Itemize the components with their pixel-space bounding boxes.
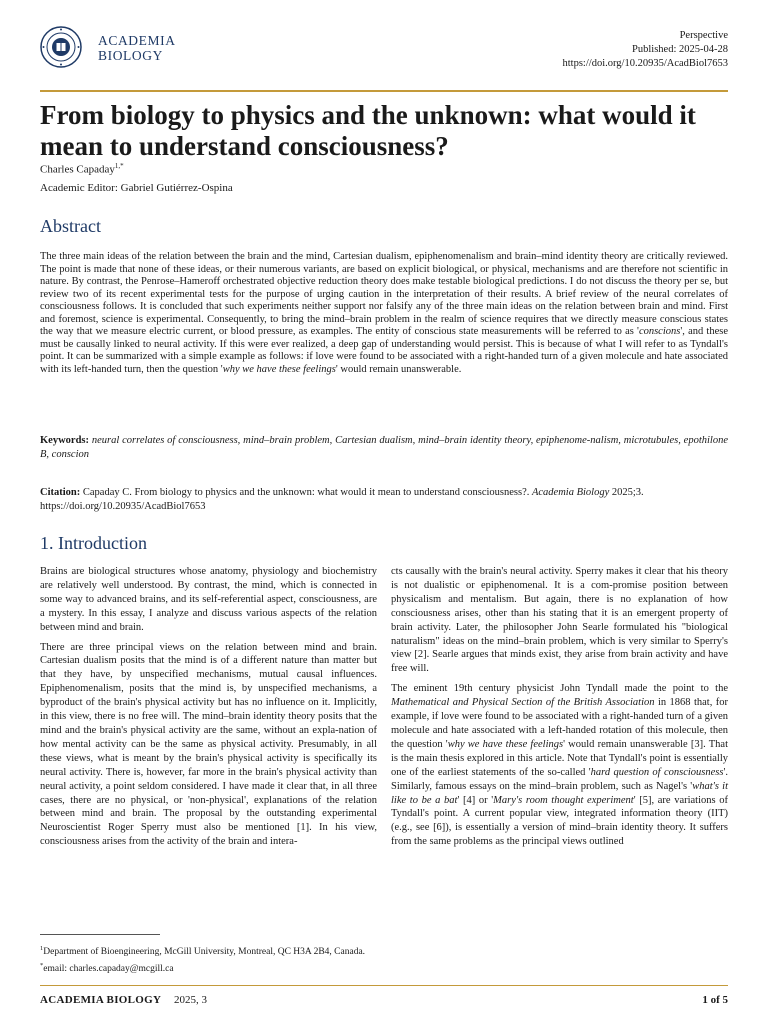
article-title: [40, 100, 740, 162]
p4-text-d: '. Similarly, famous essays on the mind–brain problem, such as Nagel's ': [391, 766, 728, 792]
published-date: Published: 2025-04-28: [632, 44, 728, 55]
brand-line-1: ACADEMIA: [98, 33, 176, 48]
footer-divider: [40, 985, 728, 986]
intro-paragraph-3: cts causally with the brain's neural activity. Sperry makes it clear that his theory is not dualistic or epiphenomenal. It is a com-promise position between physicalism and mentalism. But again, there is no explanation of how consciousness arises, other than his stating that it is an emergent property of brain activity. Later, the philosopher John Searle formulated his "biological naturalism" ideas on the mind–brain problem, which is very similar to Sperry's view [2]. Searle argues that minds exist, they arise from brain activity and have free will.: [391, 566, 728, 675]
intro-paragraph-4: [391, 682, 728, 849]
abstract-term-conscions: conscions: [638, 326, 681, 337]
header-divider: [40, 90, 728, 92]
intro-paragraph-2: There are three principal views on the relation between mind and brain. Cartesian dualism posits that the mind is of a different nature than matter but that they have, by unspecified mechanisms, mutual causal influences. Epiphenomenalism, posits that the mind is, by unspecified mechanisms, a byproduct of the brain's physical activity but has no influence on it. Implicitly, in this view, there is no free will. The mind–brain identity theory posits that the mind and the brain's physical activity are the same, without an expla-nation of how mental activity can be the same as physical activity. Presumably, in all these views, what is meant by the brain's physical activity is specifically its neural activity. There is, however, far more in the brain's physical activity than neural activity, a point seldom considered. I have made it clear that, in all three cases, there are no physical, or 'non-physical', explanations of the relation between mind and brain. The proposal by the outstanding experimental Neuroscientist Roger Sperry must also be mentioned [1]. In his view, consciousness arises from the activity of the brain and intera-: [40, 641, 377, 848]
title-line-2: mean to understand consciousness?: [40, 131, 449, 161]
article-meta: [563, 29, 728, 71]
journal-brand: [98, 33, 176, 63]
p4-marys-room: Mary's room thought experiment: [493, 794, 634, 806]
p4-bat-essay: what's it like to be a bat: [391, 780, 728, 806]
author-name[interactable]: Charles Capaday: [40, 163, 115, 176]
abstract-text-2: ', and these must be causally linked to neural activity. If this were ever realized, a deep gap of understanding would persist. This is because of what I will refer to as Tyndall's point. It can be summarized with a simple example as follows: if love were found to be associated with a right-handed turn of a given molecule and hate associated with its left-handed turn, then the question ': [40, 326, 728, 375]
citation-label: Citation:: [40, 487, 81, 498]
abstract-body: [40, 251, 728, 376]
journal-seal-logo: [40, 26, 82, 68]
footnote-divider: [40, 934, 160, 935]
doi-link[interactable]: https://doi.org/10.20935/AcadBiol7653: [562, 58, 728, 69]
footnote-affiliation: [40, 942, 365, 959]
abstract-quote: why we have these feelings: [222, 363, 336, 375]
citation-text: Capaday C. From biology to physics and the unknown: what would it mean to understand consciousness?.: [82, 487, 530, 498]
p4-text-b: in 1868 that, for example, if love were found to be associated with a right-handed turn of a given molecule and hate associated with a left-handed rotation of this molecule, then the question ': [391, 697, 729, 750]
body-column-right: [391, 565, 728, 855]
keywords-label: Keywords:: [40, 435, 89, 446]
page-header: [40, 24, 728, 76]
p4-british-association: Mathematical and Physical Section of the British Association: [391, 697, 655, 709]
brand-line-2: BIOLOGY: [98, 48, 163, 63]
p4-text-a: The eminent 19th century physicist John Tyndall made the point to the: [391, 683, 728, 695]
academic-editor: Academic Editor: Gabriel Gutiérrez-Ospina: [40, 182, 233, 194]
footnote-affiliation-text: Department of Bioengineering, McGill University, Montreal, QC H3A 2B4, Canada.: [43, 947, 366, 958]
title-line-1: From biology to physics and the unknown: what would it: [40, 100, 696, 130]
author-line: [40, 162, 124, 176]
footnote-mark-1: 1: [40, 945, 44, 952]
p4-quote: why we have these feelings: [447, 738, 564, 750]
abstract-heading: Abstract: [40, 216, 101, 236]
p4-text-e: ' [4] or ': [457, 794, 494, 806]
p4-hard-question: hard question of consciousness: [590, 766, 724, 778]
footnote-mark-2: *: [40, 962, 44, 970]
p4-text-f: ' [5], are variations of Tyndall's point. A current popular view, integrated information theory (IIT) (e.g., see [6]), is essentially a version of mind–brain identity theory. It suffers from the same problems as the principal views outlined: [391, 794, 728, 848]
footnote-email: [40, 959, 365, 976]
intro-paragraph-1: Brains are biological structures whose anatomy, physiology and biochemistry are relatively well understood. By contrast, the mind, which is connected in some way to advanced brains, and its self-referential aspect, consciousness, are a mystery. In this essay, I analyze and discuss various aspects of the relation between mind and brain.: [40, 566, 377, 633]
citation-journal: Academia Biology: [531, 487, 610, 498]
footer-page-number: 1 of 5: [702, 994, 728, 1006]
page-footer: [40, 994, 728, 1006]
introduction-heading: 1. Introduction: [40, 533, 147, 553]
abstract-text-1: The three main ideas of the relation between the brain and the mind, Cartesian dualism, epiphenomenalism and brain–mind identity theory are critically reviewed. The point is made that none of these ideas, or their numerous variants, are based on explicit biological, or physical, mechanisms and are therefore not scientific in nature. By contrast, the Penrose–Hameroff orchestrated objective reduction theory does make testable biological predictions. I do not discuss the theory per se, but review two of its recent experimental tests for the purpose of urging caution in the interpretation of their results. A brief review of the neural correlates of consciousness follows. It is concluded that such experiments neither support nor falsify any of the three main ideas on the relation between brain and mind. First and foremost, science is experimental. Consequently, to bring the mind–brain problem in the realm of science requires that we directly measure conscious states the way that we measure electric current, or blood pressure, as examples. The entity of conscious state measurements will be referred to as ': [40, 251, 728, 337]
citation-doi[interactable]: 2025;3. https://doi.org/10.20935/AcadBiol7653: [40, 487, 644, 512]
citation: [40, 486, 728, 514]
p4-text-c: ' would remain unanswerable [3]. That is the main thesis explored in this article. Note that Tyndall's point is essentially one of the earliest statements of the so-called ': [391, 738, 728, 778]
footer-journal: ACADEMIA BIOLOGY: [40, 994, 162, 1006]
keywords: [40, 434, 728, 462]
keywords-list: neural correlates of consciousness, mind–brain problem, Cartesian dualism, mind–brain identity theory, epiphenome-nalism, microtubules, epothilone B, conscion: [40, 435, 728, 460]
article-type: Perspective: [679, 30, 728, 41]
footnote-email-text[interactable]: email: charles.capaday@mcgill.ca: [43, 964, 174, 975]
author-affiliation-marks: 1,*: [114, 162, 124, 170]
footnotes: [40, 942, 365, 976]
footer-volume: 2025, 3: [173, 994, 207, 1006]
abstract-text-3: ' would remain unanswerable.: [335, 363, 462, 375]
body-column-left: [40, 565, 377, 855]
